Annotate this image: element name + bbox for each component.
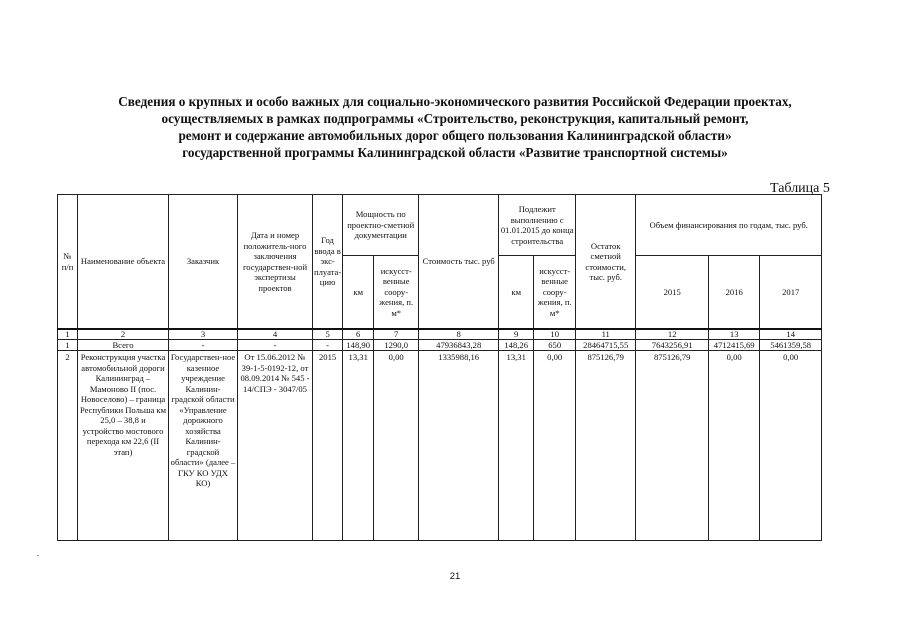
project-cost: 1335988,16 <box>419 351 499 541</box>
col-number: 4 <box>238 329 313 340</box>
header-capacity: Мощность по проектно-сметной документации <box>343 195 419 256</box>
title-line-2: осуществляемых в рамках подпрограммы «Строительство, реконструкция, капитальный ремонт, <box>161 111 749 126</box>
table-row-total <box>58 340 822 351</box>
col-number: 6 <box>343 329 374 340</box>
header-financing: Объем финансирования по годам, тыс. руб. <box>636 195 822 256</box>
total-customer: - <box>169 340 238 351</box>
project-structures-remaining: 0,00 <box>534 351 576 541</box>
header-balance: Остаток сметной стоимости, тыс. руб. <box>576 195 636 330</box>
total-num: 1 <box>58 340 78 351</box>
column-numbers-row <box>58 329 822 340</box>
col-number: 12 <box>636 329 709 340</box>
col-number: 9 <box>499 329 534 340</box>
header-year: Год ввода в экс-плуата-цию <box>313 195 343 330</box>
project-customer: Государствен-ное казенное учреждение Калинин-градской области «Управление дорожного хозяйства Калинин-градской области» (далее – ГКУ КО УДХ КО) <box>169 351 238 541</box>
table-row-project <box>58 351 822 541</box>
table-label: Таблица 5 <box>770 181 830 196</box>
project-year: 2015 <box>313 351 343 541</box>
header-expertise: Дата и номер положитель-ного заключения государствен-ной экспертизы проектов <box>238 195 313 330</box>
col-number: 5 <box>313 329 343 340</box>
col-number: 14 <box>760 329 822 340</box>
header-cost: Стоимость тыс. руб <box>419 195 499 330</box>
document-title <box>40 93 870 161</box>
col-number: 8 <box>419 329 499 340</box>
project-balance: 875126,79 <box>576 351 636 541</box>
total-name: Всего <box>78 340 169 351</box>
project-2015: 875126,79 <box>636 351 709 541</box>
header-year-2016: 2016 <box>709 256 760 330</box>
col-number: 2 <box>78 329 169 340</box>
col-number: 1 <box>58 329 78 340</box>
title-line-4: государственной программы Калининградской области «Развитие транспортной системы» <box>182 145 728 160</box>
col-number: 13 <box>709 329 760 340</box>
total-year: - <box>313 340 343 351</box>
header-structures-remaining: искусст-венные соору-жения, п. м* <box>534 256 576 330</box>
header-km: км <box>343 256 374 330</box>
total-2017: 5461359,58 <box>760 340 822 351</box>
total-km-remaining: 148,26 <box>499 340 534 351</box>
total-cost: 47936843,28 <box>419 340 499 351</box>
col-number: 7 <box>374 329 419 340</box>
header-num: № п/п <box>58 195 78 330</box>
total-balance: 28464715,55 <box>576 340 636 351</box>
col-number: 3 <box>169 329 238 340</box>
total-structures-remaining: 650 <box>534 340 576 351</box>
col-number: 10 <box>534 329 576 340</box>
projects-table <box>57 194 822 541</box>
total-expertise: - <box>238 340 313 351</box>
header-year-2015: 2015 <box>636 256 709 330</box>
project-2017: 0,00 <box>760 351 822 541</box>
project-expertise: От 15.06.2012 № 39-1-5-0192-12, от 08.09.2014 № 545 - 14/СПЭ - 3047/05 <box>238 351 313 541</box>
header-km-remaining: км <box>499 256 534 330</box>
project-km-remaining: 13,31 <box>499 351 534 541</box>
title-line-1: Сведения о крупных и особо важных для социально-экономического развития Российской Федерации проектах, <box>118 94 792 109</box>
header-name: Наименование объекта <box>78 195 169 330</box>
project-structures: 0,00 <box>374 351 419 541</box>
header-structures: искусст-венные соору-жения, п. м* <box>374 256 419 330</box>
total-structures: 1290,0 <box>374 340 419 351</box>
scan-speck <box>37 555 39 556</box>
title-line-3: ремонт и содержание автомобильных дорог общего пользования Калининградской области» <box>178 128 732 143</box>
project-num: 2 <box>58 351 78 541</box>
project-km: 13,31 <box>343 351 374 541</box>
project-2016: 0,00 <box>709 351 760 541</box>
header-row-1 <box>58 195 822 256</box>
project-name: Реконструкция участка автомобильной дороги Калининград – Мамоново II (пос. Новоселово) – граница Республики Польша км 25,0 – 38,8 и устройство мостового перехода км 22,6 (II этап) <box>78 351 169 541</box>
total-km: 148,90 <box>343 340 374 351</box>
page-number: 21 <box>449 571 461 582</box>
header-remaining-exec: Подлежит выполнению с 01.01.2015 до конца строительства <box>499 195 576 256</box>
total-2015: 7643256,91 <box>636 340 709 351</box>
total-2016: 4712415,69 <box>709 340 760 351</box>
col-number: 11 <box>576 329 636 340</box>
header-customer: Заказчик <box>169 195 238 330</box>
header-year-2017: 2017 <box>760 256 822 330</box>
